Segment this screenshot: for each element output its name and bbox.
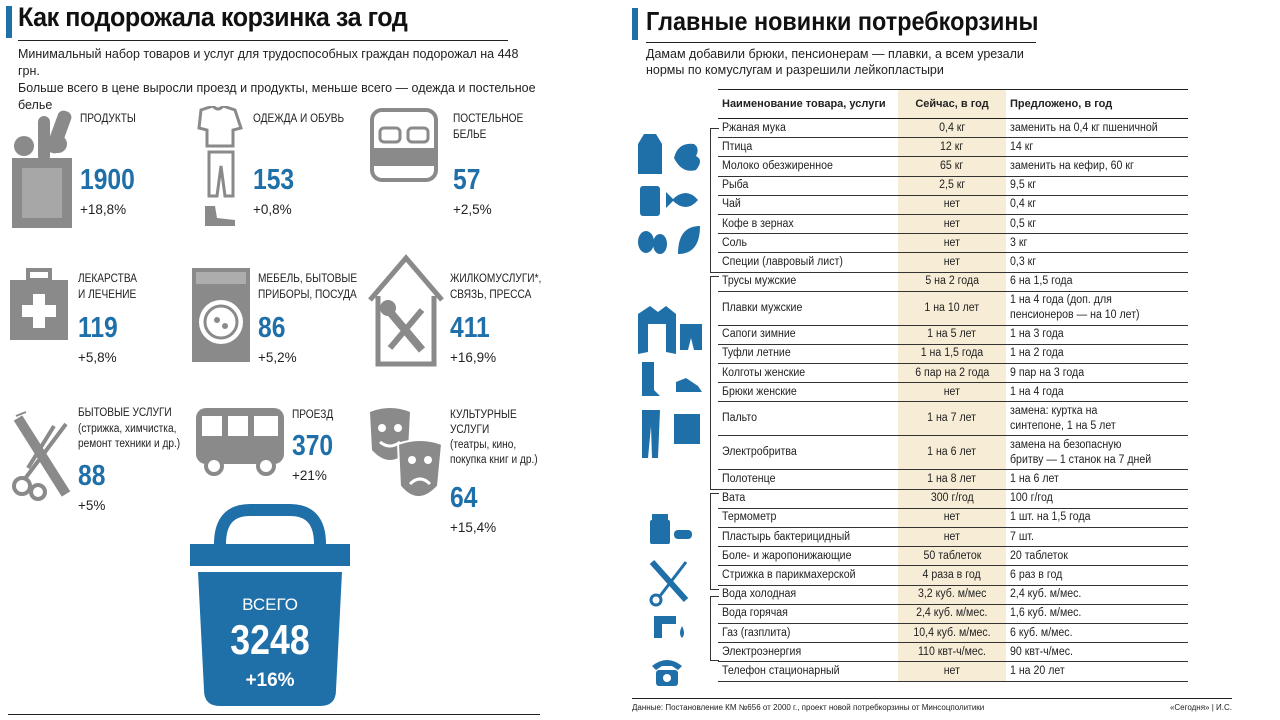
cell-text: 1 шт. на 1,5 года (1010, 511, 1091, 524)
cell-text: 2,4 куб. м/мес. (1010, 588, 1082, 601)
table-cell (718, 325, 898, 344)
grocery-bag-icon (8, 106, 78, 231)
table-row (718, 470, 1188, 489)
category-products (8, 106, 188, 226)
table-cell (898, 528, 1006, 547)
category-value: 1900 (80, 164, 135, 196)
cell-text: 1 на 10 лет (924, 301, 980, 314)
coat-icon (638, 306, 676, 354)
table-cell (718, 643, 898, 662)
table-cell (1006, 176, 1188, 195)
table-cell (718, 489, 898, 508)
clothes-icon (195, 106, 250, 231)
category-label: УСЛУГИ (450, 424, 490, 436)
milk-carton-icon (638, 134, 662, 174)
table-cell (898, 623, 1006, 642)
cell-text: 1 на 1,5 года (920, 347, 984, 360)
cell-text: бритву — 1 станок на 7 дней (1010, 453, 1152, 466)
title-accent-bar (632, 8, 638, 40)
category-label: (стрижка, химчистка, (78, 423, 177, 435)
subtitle-line: Дамам добавили брюки, пенсионерам — плавки, а всем урезали (646, 47, 1024, 61)
bottom-rule (8, 714, 540, 715)
cell-text: 6 раз в год (1010, 568, 1063, 581)
subtitle-line: нормы по комуслугам и разрешили лейкопластыри (646, 63, 944, 77)
washing-machine-icon (190, 266, 252, 366)
cell-text: Туфли летние (722, 347, 791, 360)
category-change: +21% (292, 468, 327, 483)
table-cell (1006, 272, 1188, 291)
table-row (718, 272, 1188, 291)
table-cell (898, 138, 1006, 157)
category-label: МЕБЕЛЬ, БЫТОВЫЕ (258, 273, 358, 285)
cell-text: пенсионеров — на 10 лет) (1010, 309, 1140, 322)
title-accent-bar (6, 6, 12, 38)
cell-text: 3,2 куб. м/мес (917, 588, 987, 601)
table-cell (718, 234, 898, 253)
leaf-icon (678, 226, 700, 254)
telephone-icon (650, 654, 684, 688)
cell-text: 300 г/год (930, 492, 974, 505)
boot-icon (642, 362, 660, 396)
table-cell (898, 253, 1006, 272)
title-rule (646, 42, 1036, 43)
cell-text: Электробритва (722, 446, 797, 459)
table-cell (718, 272, 898, 291)
table-cell (718, 402, 898, 436)
footer (632, 703, 1232, 712)
category-value: 370 (292, 430, 334, 462)
cell-text: 1 на 6 лет (1010, 473, 1059, 486)
category-label: ЛЕКАРСТВА (78, 273, 138, 285)
coffee-beans-icon (638, 231, 667, 254)
table-cell (718, 547, 898, 566)
table-cell (1006, 585, 1188, 604)
table-cell (898, 662, 1006, 681)
fish-icon (666, 192, 698, 208)
table-cell (1006, 325, 1188, 344)
cell-text: Вода горячая (722, 607, 788, 620)
group-bracket-health (710, 493, 718, 590)
category-label: (театры, кино, (450, 439, 517, 451)
table-cell (1006, 157, 1188, 176)
medical-service-icons (646, 512, 696, 640)
category-value: 86 (258, 312, 286, 344)
cell-text: 1 на 20 лет (1010, 664, 1065, 677)
footer-credit: «Сегодня» | И.С. (1169, 703, 1232, 712)
table-cell (718, 623, 898, 642)
table-cell (1006, 436, 1188, 470)
cell-text: Боле- и жаропонижающие (722, 549, 852, 562)
table-cell (898, 157, 1006, 176)
table-cell (718, 176, 898, 195)
cell-text: 1,6 куб. м/мес. (1010, 607, 1082, 620)
table-cell (718, 528, 898, 547)
cell-text: 0,3 кг (1010, 255, 1037, 268)
total-basket (190, 500, 350, 710)
table-cell (1006, 234, 1188, 253)
cell-text: Колготы женские (722, 366, 806, 379)
table-cell (1006, 402, 1188, 436)
table-cell (898, 291, 1006, 325)
left-title: Как подорожала корзинка за год (18, 2, 408, 32)
group-bracket-food (710, 128, 718, 273)
table-cell (718, 364, 898, 383)
table-cell (898, 402, 1006, 436)
cell-text: 20 таблеток (1010, 549, 1068, 562)
category-transport (194, 404, 370, 504)
table-cell (898, 119, 1006, 138)
table-cell (718, 119, 898, 138)
table-row (718, 234, 1188, 253)
category-value: 153 (253, 164, 295, 196)
table-row (718, 662, 1188, 681)
cell-text: 3 кг (1010, 236, 1028, 249)
cell-text: 7 шт. (1010, 530, 1034, 543)
table-cell (718, 253, 898, 272)
cell-text: Термометр (722, 511, 777, 524)
table-row (718, 623, 1188, 642)
table-cell (718, 138, 898, 157)
cell-text: Ржаная мука (722, 121, 786, 134)
table-cell (1006, 566, 1188, 585)
bed-icon (368, 106, 440, 186)
cell-text: Пальто (722, 412, 757, 425)
category-label: ПРИБОРЫ, ПОСУДА (258, 289, 357, 301)
cell-text: Трусы мужские (722, 275, 797, 288)
table-cell (718, 195, 898, 214)
table-cell (898, 176, 1006, 195)
total-value: 3248 (230, 616, 310, 663)
table-cell (898, 566, 1006, 585)
cell-text: 9,5 кг (1010, 179, 1037, 192)
faucet-icon (654, 616, 684, 638)
table-cell (1006, 623, 1188, 642)
category-value: 64 (450, 482, 478, 514)
table-cell (718, 604, 898, 623)
cell-text: Газ (газплита) (722, 626, 791, 639)
category-utilities (366, 252, 545, 377)
cell-text: Вода холодная (722, 588, 797, 601)
cell-text: 1 на 4 года (1010, 385, 1064, 398)
title-rule (18, 40, 508, 41)
table-row (718, 253, 1188, 272)
cell-text: Полотенце (722, 473, 776, 486)
cell-text: нет (943, 511, 961, 524)
cell-text: Телефон стационарный (722, 664, 840, 677)
cell-text: Молоко обезжиренное (722, 159, 833, 172)
table-cell (1006, 604, 1188, 623)
cell-text: нет (943, 385, 961, 398)
cell-text: 1 на 2 года (1010, 347, 1064, 360)
shorts-icon (680, 324, 702, 350)
table-cell (898, 547, 1006, 566)
table-cell (898, 364, 1006, 383)
table-cell (718, 157, 898, 176)
table-cell (1006, 547, 1188, 566)
table-row (718, 176, 1188, 195)
table-row (718, 585, 1188, 604)
cell-text: нет (943, 198, 961, 211)
table-row (718, 547, 1188, 566)
table-cell (898, 508, 1006, 527)
cell-text: заменить на 0,4 кг пшеничной (1010, 121, 1158, 134)
cell-text: 2,5 кг (938, 179, 966, 192)
category-value: 57 (453, 164, 481, 196)
cell-text: 1 на 6 лет (927, 446, 977, 459)
cell-text: 12 кг (940, 140, 964, 153)
theater-masks-icon (366, 404, 446, 514)
pill-bottle-icon (650, 514, 692, 544)
cell-text: синтепоне, 1 на 5 лет (1010, 419, 1116, 432)
column-header: Наименование товара, услуги (718, 90, 898, 119)
table-row (718, 402, 1188, 436)
category-label: СВЯЗЬ, ПРЕССА (450, 289, 532, 301)
bus-icon (194, 404, 286, 476)
table-cell (898, 272, 1006, 291)
category-furniture (190, 266, 370, 376)
table-cell (718, 214, 898, 233)
table-cell (718, 436, 898, 470)
column-header: Предложено, в год (1006, 90, 1188, 119)
table-row (718, 195, 1188, 214)
table-cell (898, 489, 1006, 508)
table-row (718, 383, 1188, 402)
cell-text: нет (943, 530, 961, 543)
table-cell (1006, 643, 1188, 662)
table-row (718, 436, 1188, 470)
cell-text: нет (943, 236, 961, 249)
scissors-comb-icon (8, 404, 76, 504)
table-cell (898, 195, 1006, 214)
table (718, 89, 1188, 682)
category-change: +5,8% (78, 350, 117, 365)
category-change: +15,4% (450, 520, 497, 535)
category-label: ПРОЕЗД (292, 409, 334, 421)
clothing-icons (632, 302, 704, 462)
column-header: Сейчас, в год (898, 90, 1006, 119)
cell-text: Вата (722, 492, 746, 505)
table-cell (718, 291, 898, 325)
cell-text: Стрижка в парикмахерской (722, 568, 856, 581)
table-cell (1006, 344, 1188, 363)
right-title: Главные новинки потребкорзины (646, 6, 1039, 36)
cell-text: Пластырь бактерицидный (722, 530, 851, 543)
cell-text: Сапоги зимние (722, 328, 796, 341)
subtitle-line: Больше всего в цене выросли проезд и продукты, меньше всего — одежда и постельное белье (18, 81, 536, 112)
cell-text: 0,5 кг (1010, 217, 1037, 230)
category-label: ОДЕЖДА И ОБУВЬ (253, 113, 345, 125)
category-clothes (195, 106, 370, 226)
table-cell (898, 643, 1006, 662)
table-cell (718, 662, 898, 681)
table-cell (1006, 214, 1188, 233)
category-label: КУЛЬТУРНЫЕ (450, 409, 517, 421)
table-row (718, 325, 1188, 344)
basket-changes-table (718, 89, 1188, 682)
total-label: ВСЕГО (242, 595, 298, 614)
table-cell (898, 325, 1006, 344)
group-bracket-utilities (710, 596, 718, 661)
table-row (718, 566, 1188, 585)
cell-text: 50 таблеток (923, 549, 981, 562)
left-infographic (0, 0, 545, 720)
table-row (718, 364, 1188, 383)
cell-text: 1 на 8 лет (927, 473, 977, 486)
cell-text: 65 кг (940, 159, 964, 172)
category-value: 411 (450, 312, 490, 344)
category-value: 88 (78, 460, 106, 492)
cell-text: Кофе в зернах (722, 217, 794, 230)
cell-text: 10,4 куб. м/мес. (913, 626, 991, 639)
table-cell (898, 383, 1006, 402)
cell-text: 6 куб. м/мес. (1010, 626, 1073, 639)
cell-text: Электроэнергия (722, 645, 802, 658)
cell-text: 9 пар на 3 года (1010, 366, 1085, 379)
category-label: БЕЛЬЕ (453, 129, 487, 141)
house-tools-icon (366, 252, 446, 367)
category-label: покупка книг и др.) (450, 454, 538, 466)
footer-source: Данные: Постановление КМ №656 от 2000 г., проект новой потребкорзины от Минсоцполитики (632, 703, 985, 712)
cell-text: 90 квт-ч/мес. (1010, 645, 1073, 658)
cell-text: 0,4 кг (1010, 198, 1037, 211)
category-change: +0,8% (253, 202, 292, 217)
table-cell (1006, 489, 1188, 508)
table-cell (718, 508, 898, 527)
cell-text: Плавки мужские (722, 301, 803, 314)
towel-icon (674, 414, 700, 444)
cell-text: Специи (лавровый лист) (722, 255, 843, 268)
cell-text: 1 на 7 лет (927, 412, 977, 425)
table-cell (1006, 138, 1188, 157)
table-cell (1006, 253, 1188, 272)
footer-rule (632, 698, 1232, 699)
table-cell (1006, 662, 1188, 681)
table-cell (898, 344, 1006, 363)
table-body (718, 119, 1188, 682)
category-change: +2,5% (453, 202, 492, 217)
chicken-icon (674, 144, 700, 171)
table-cell (1006, 195, 1188, 214)
category-label: И ЛЕЧЕНИЕ (78, 289, 137, 301)
category-label: ПОСТЕЛЬНОЕ (453, 113, 524, 125)
cell-text: замена на безопасную (1010, 438, 1122, 451)
category-culture (366, 404, 545, 544)
cell-text: нет (943, 255, 961, 268)
cell-text: Птица (722, 140, 753, 153)
category-label: ПРОДУКТЫ (80, 113, 136, 125)
table-cell (718, 383, 898, 402)
table-row (718, 291, 1188, 325)
table-row (718, 138, 1188, 157)
table-header-row (718, 90, 1188, 119)
cell-text: 1 на 4 года (доп. для (1010, 294, 1112, 307)
cell-text: 4 раза в год (922, 568, 982, 581)
cell-text: нет (943, 217, 961, 230)
cell-text: 6 на 1,5 года (1010, 275, 1073, 288)
table-cell (898, 234, 1006, 253)
category-value: 119 (78, 312, 118, 344)
category-label: БЫТОВЫЕ УСЛУГИ (78, 407, 172, 419)
right-infographic (626, 0, 1256, 720)
table-cell (898, 470, 1006, 489)
cell-text: Соль (722, 236, 747, 249)
trousers-icon (642, 410, 660, 458)
table-cell (718, 585, 898, 604)
cell-text: 1 на 3 года (1010, 328, 1064, 341)
table-cell (898, 214, 1006, 233)
food-icons (634, 130, 704, 265)
subtitle-line: Минимальный набор товаров и услуг для трудоспособных граждан подорожал на 448 грн. (18, 47, 519, 78)
cell-text: Рыба (722, 179, 749, 192)
table-cell (1006, 119, 1188, 138)
cell-text: 6 пар на 2 года (914, 366, 990, 379)
table-row (718, 214, 1188, 233)
cell-text: 1 на 5 лет (927, 328, 977, 341)
table-cell (1006, 291, 1188, 325)
table-row (718, 119, 1188, 138)
table-row (718, 604, 1188, 623)
table-row (718, 508, 1188, 527)
category-change: +5,2% (258, 350, 297, 365)
cell-text: 2,4 куб. м/мес. (916, 607, 988, 620)
table-row (718, 643, 1188, 662)
category-bedding (368, 106, 543, 226)
total-change: +16% (245, 670, 295, 691)
category-change: +18,8% (80, 202, 127, 217)
category-medicine (8, 266, 188, 376)
category-label: ремонт техники и др.) (78, 438, 181, 450)
table-cell (1006, 364, 1188, 383)
table-cell (898, 585, 1006, 604)
table-cell (898, 604, 1006, 623)
table-cell (1006, 508, 1188, 527)
category-change: +5% (78, 498, 106, 513)
cell-text: замена: куртка на (1010, 404, 1098, 417)
table-row (718, 489, 1188, 508)
cell-text: 0,4 кг (938, 121, 966, 134)
left-subtitle (18, 46, 538, 114)
table-cell (1006, 383, 1188, 402)
shoe-icon (676, 378, 702, 392)
cell-text: 14 кг (1010, 140, 1034, 153)
table-cell (718, 470, 898, 489)
cell-text: заменить на кефир, 60 кг (1010, 159, 1134, 172)
cell-text: 5 на 2 года (925, 275, 979, 288)
table-cell (718, 344, 898, 363)
category-change: +16,9% (450, 350, 497, 365)
right-subtitle (646, 46, 1046, 78)
table-row (718, 344, 1188, 363)
category-label: ЖИЛКОМУСЛУГИ*, (450, 273, 542, 285)
first-aid-kit-icon (8, 266, 70, 346)
cell-text: 110 квт-ч/мес. (917, 645, 987, 658)
table-cell (898, 436, 1006, 470)
cell-text: Чай (722, 198, 741, 211)
cell-text: нет (943, 664, 961, 677)
table-cell (1006, 528, 1188, 547)
category-household-services (8, 404, 188, 524)
flour-bag-icon (640, 186, 660, 216)
table-row (718, 157, 1188, 176)
table-cell (1006, 470, 1188, 489)
group-bracket-clothing (710, 276, 718, 490)
table-row (718, 528, 1188, 547)
cell-text: Брюки женские (722, 385, 797, 398)
cell-text: 100 г/год (1010, 492, 1053, 505)
scissors-icon (651, 562, 686, 605)
table-cell (718, 566, 898, 585)
